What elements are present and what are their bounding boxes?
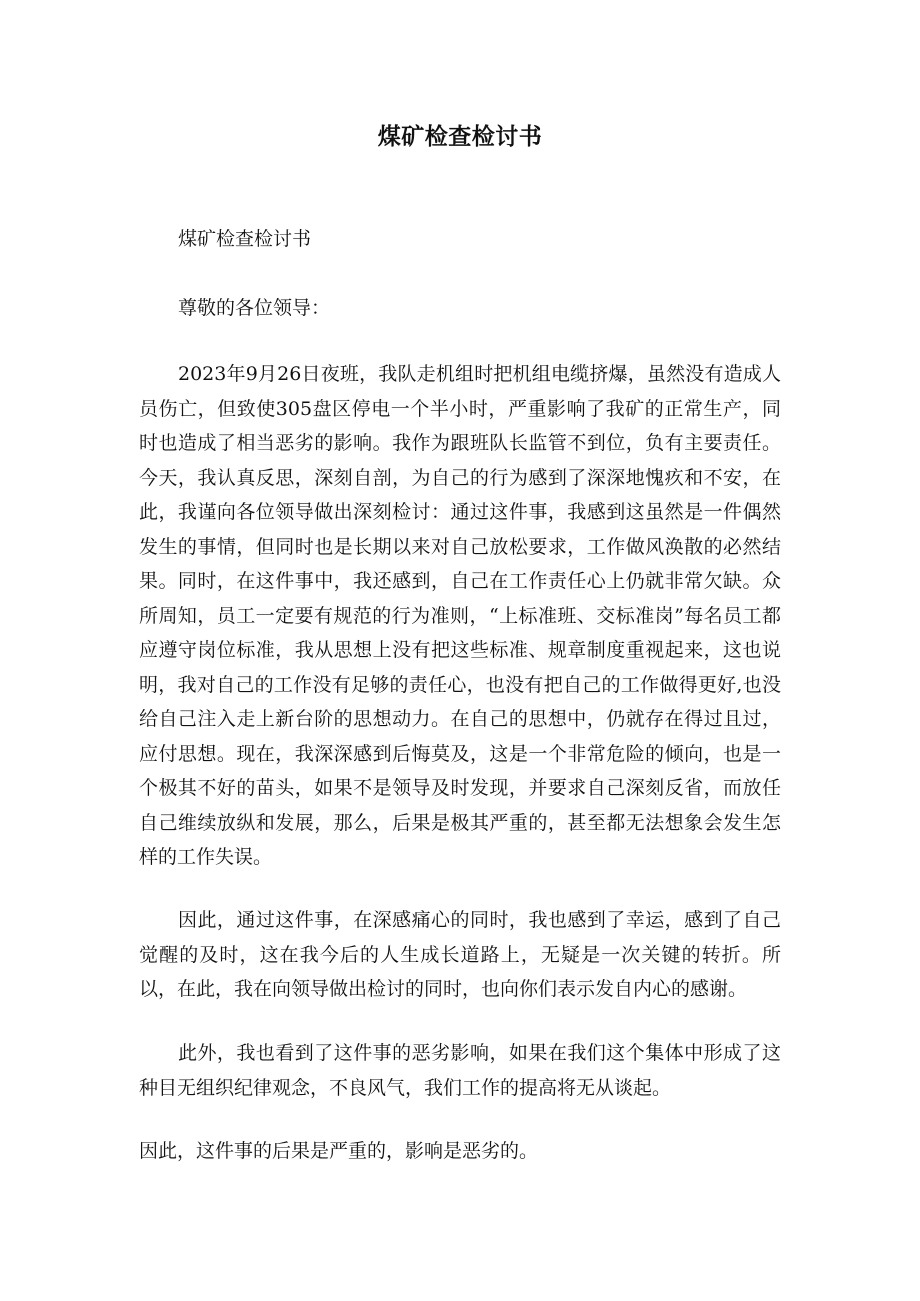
paragraph-reflection: 因此，通过这件事，在深感痛心的同时，我也感到了幸运，感到了自己觉醒的及时，这在我今后的人生成长道路上，无疑是一次关键的转折。所以，在此，我在向领导做出检讨的同时，也向你们表示发自内心的感谢。 xyxy=(139,909,781,1000)
paragraph-impact: 此外，我也看到了这件事的恶劣影响，如果在我们这个集体中形成了这种目无组织纪律观念，不良风气，我们工作的提高将无从谈起。 xyxy=(139,1042,781,1099)
document-subtitle: 煤矿检查检讨书 xyxy=(178,228,312,250)
document-title: 煤矿检查检讨书 xyxy=(377,124,543,150)
paragraph-incident: 2023年9月26日夜班，我队走机组时把机组电缆挤爆，虽然没有造成人员伤亡，但致使305盘区停电一个半小时，严重影响了我矿的正常生产，同时也造成了相当恶劣的影响。我作为跟班队长监管不到位，负有主要责任。今天，我认真反思，深刻自剖，为自己的行为感到了深深地愧疚和不安，在此，我谨向各位领导做出深刻检讨：通过这件事，我感到这虽然是一件偶然发生的事情，但同时也是长期以来对自己放松要求，工作做风涣散的必然结果。同时，在这件事中，我还感到，自己在工作责任心上仍就非常欠缺。众所周知，员工一定要有规范的行为准则，“上标准班、交标准岗”每名员工都应遵守岗位标准，我从思想上没有把这些标准、规章制度重视起来，这也说明，我对自己的工作没有足够的责任心，也没有把自己的工作做得更好,也没给自己注入走上新台阶的思想动力。在自己的思想中，仍就存在得过且过，应付思想。现在，我深深感到后悔莫及，这是一个非常危险的倾向，也是一个极其不好的苗头，如果不是领导及时发现，并要求自己深刻反省，而放任自己维续放纵和发展，那么，后果是极其严重的，甚至都无法想象会发生怎样的工作失误。 xyxy=(139,363,781,868)
closing-line: 因此，这件事的后果是严重的，影响是恶劣的。 xyxy=(139,1140,539,1162)
salutation: 尊敬的各位领导： xyxy=(178,297,331,319)
